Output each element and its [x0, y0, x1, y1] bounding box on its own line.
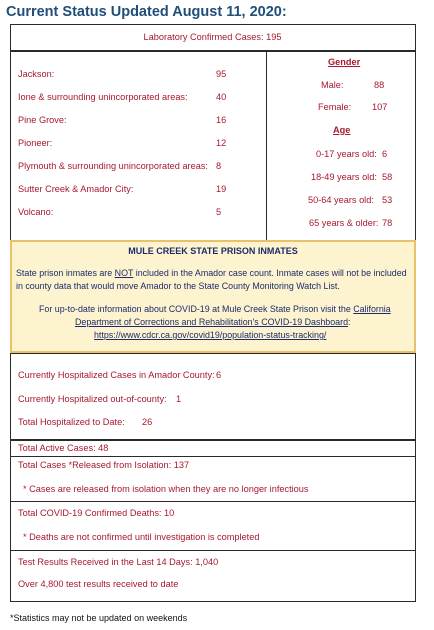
- age-0-17-label: 0-17 years old:: [316, 149, 377, 159]
- hospitalized-amador-label: Currently Hospitalized Cases in Amador County:: [18, 370, 215, 380]
- hospitalized-out-of-county-value: 1: [176, 394, 182, 404]
- active-cases-box: [10, 440, 416, 457]
- hospitalization-box: [10, 353, 416, 440]
- area-volcano-label: Volcano:: [18, 207, 54, 217]
- area-jackson-value: 95: [216, 69, 227, 79]
- tests-total: Over 4,800 test results received to date: [18, 579, 179, 589]
- deaths-box: [10, 501, 416, 551]
- prison-info-text: For up-to-date information about COVID-19 at Mule Creek State Prison visit the: [39, 304, 354, 314]
- tests-last-14-days: Test Results Received in the Last 14 Days: 1,040: [18, 557, 219, 567]
- gender-female-label: Female:: [318, 102, 352, 112]
- area-jackson-label: Jackson:: [18, 69, 55, 79]
- total-hospitalized-value: 26: [142, 417, 153, 427]
- age-0-17-value: 6: [382, 149, 388, 159]
- area-pine-grove-label: Pine Grove:: [18, 115, 67, 125]
- age-65-plus-value: 78: [382, 218, 393, 228]
- prison-heading: MULE CREEK STATE PRISON INMATES: [128, 246, 298, 256]
- areas-box: [10, 51, 267, 241]
- prison-info-line2: [75, 317, 350, 327]
- area-ione-value: 40: [216, 92, 227, 102]
- total-hospitalized-label: Total Hospitalized to Date:: [18, 417, 125, 427]
- gender-male-value: 88: [374, 80, 385, 90]
- area-sutter-creek-label: Sutter Creek & Amador City:: [18, 184, 134, 194]
- cdcr-link-part1[interactable]: California: [353, 304, 391, 314]
- gender-female-value: 107: [372, 102, 388, 112]
- prison-notice-line1: [16, 268, 407, 278]
- area-plymouth-value: 8: [216, 161, 222, 171]
- lab-confirmed-box: [10, 24, 416, 51]
- gender-heading: Gender: [328, 57, 361, 67]
- footnote: *Statistics may not be updated on weekends: [10, 613, 188, 623]
- released-box: [10, 456, 416, 502]
- cdcr-dashboard-link[interactable]: Department of Corrections and Rehabilitation's COVID-19 Dashboard: [75, 317, 349, 327]
- total-active-cases: Total Active Cases: 48: [18, 443, 109, 453]
- page-title: Current Status Updated August 11, 2020:: [6, 4, 287, 20]
- age-18-49-label: 18-49 years old:: [311, 172, 377, 182]
- area-sutter-creek-value: 19: [216, 184, 227, 194]
- age-heading: Age: [333, 125, 351, 135]
- prison-line1-post: included in the Amador case count. Inmate cases will not be included: [133, 268, 407, 278]
- area-plymouth-label: Plymouth & surrounding unincorporated areas:: [18, 161, 208, 171]
- demographics-box: [266, 51, 416, 241]
- tests-box: [10, 550, 416, 602]
- prison-notice-line2: in county data that would move Amador to the State County Monitoring Watch List.: [16, 281, 340, 291]
- released-from-isolation: Total Cases *Released from Isolation: 137: [18, 460, 190, 470]
- age-50-64-label: 50-64 years old:: [308, 195, 374, 205]
- area-ione-label: Ione & surrounding unincorporated areas:: [18, 92, 188, 102]
- age-65-plus-label: 65 years & older:: [309, 218, 379, 228]
- prison-notice-box: [10, 240, 416, 353]
- area-pioneer-value: 12: [216, 138, 227, 148]
- released-note: * Cases are released from isolation when they are no longer infectious: [23, 484, 309, 494]
- area-pioneer-label: Pioneer:: [18, 138, 53, 148]
- area-pine-grove-value: 16: [216, 115, 227, 125]
- deaths-note: * Deaths are not confirmed until investigation is completed: [23, 532, 260, 542]
- area-volcano-value: 5: [216, 207, 222, 217]
- cdcr-url-link[interactable]: https://www.cdcr.ca.gov/covid19/population-status-tracking/: [94, 330, 327, 340]
- age-50-64-value: 53: [382, 195, 393, 205]
- lab-confirmed-cases: Laboratory Confirmed Cases: 195: [143, 32, 282, 42]
- gender-male-label: Male:: [321, 80, 344, 90]
- age-18-49-value: 58: [382, 172, 393, 182]
- prison-not-emphasis: NOT: [114, 268, 134, 278]
- confirmed-deaths: Total COVID-19 Confirmed Deaths: 10: [18, 508, 175, 518]
- prison-info-line1: [39, 304, 391, 314]
- hospitalized-amador-value: 6: [216, 370, 222, 380]
- prison-line1-pre: State prison inmates are: [16, 268, 115, 278]
- hospitalized-out-of-county-label: Currently Hospitalized out-of-county:: [18, 394, 167, 404]
- cdcr-link-colon: :: [348, 317, 351, 327]
